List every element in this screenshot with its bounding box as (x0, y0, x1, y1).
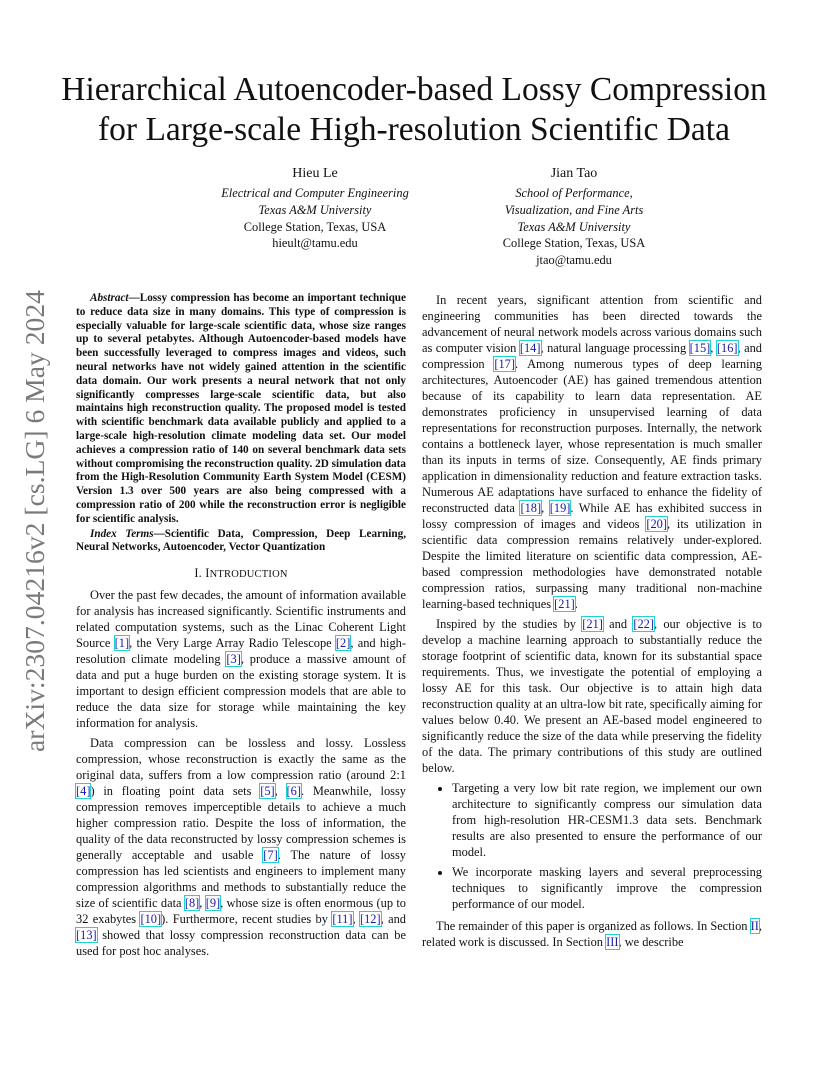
citation-link[interactable]: [3] (226, 652, 241, 667)
abstract-text: —Lossy compression has become an important technique to reduce data size in many domains. This type of compression is especially valuable for large-scale scientific data, whose size ranges up to several petabytes. Although Autoencoder-based models have been successfully leveraged to compress images and videos, such neural networks have not widely gained attention in the scientific data domain. Our work presents a neural network that not only significantly compresses large-scale scientific data, but also maintains high reconstruction quality. The proposed model is tested with scientific benchmark data available publicly and applied to a large-scale high-resolution climate modeling data set. Our model achieves a compression ratio of 140 on several benchmark data sets without compromising the reconstruction quality. 2D simulation data from the High-Resolution Community Earth System Model (CESM) Version 1.3 over 500 years are also being compressed with a compression ratio of 200 while the reconstruction error is negligible for scientific analysis. (76, 292, 406, 525)
arxiv-watermark (10, 286, 54, 756)
citation-link[interactable]: [5] (260, 784, 275, 799)
list-item: • We incorporate masking layers and several preprocessing techniques to significantly improve the compression performance of our model. (452, 864, 762, 912)
author-block-2 (424, 164, 724, 269)
citation-link[interactable]: [12] (359, 912, 381, 927)
index-terms (76, 528, 406, 556)
intro-paragraph-1: Over the past few decades, the amount of information available for analysis has increased significantly. Scientific instruments and related computation systems, such as the Linac Coherent Light Source [1], the Very Large Array Radio Telescope [2], and high-resolution climate modeling [3], produce a massive amount of data and put a huge burden on the existing storage system. It is important to design efficient compression models that are able to reduce the data size for storage while maintaining the key information for analysis. (76, 588, 407, 731)
section-link[interactable]: II (750, 919, 759, 933)
citation-link[interactable]: [22] (633, 617, 654, 631)
abstract-label: Abstract (90, 292, 129, 304)
section-link[interactable]: III (606, 935, 619, 949)
citation-link[interactable]: [4] (76, 784, 91, 799)
author-affiliation: School of Performance, (515, 186, 633, 200)
section-heading-introduction: I. INTRODUCTION (194, 566, 288, 581)
citation-link[interactable]: [9] (205, 896, 221, 911)
author-email: jtao@tamu.edu (536, 253, 612, 268)
author-affiliation: Texas A&M University (258, 202, 372, 217)
intro-paragraph-2: Data compression can be lossless and lossy. Lossless compression, whose reconstruction is exactly the same as the original data, suffers from a low compression ratio (around 2:1 [4]) in floating point data sets [5], [6]. Meanwhile, lossy compression removes imperceptible details to achieve a much higher compression ratio. Despite the loss of information, the quality of the data reconstructed by lossy compression schemes is generally acceptable and usable [7]. The nature of lossy compression has led scientists and engineers to implement many compression algorithms and methods to substantially reduce the size of scientific data [8], [9], whose size is often enormous (up to 32 exabytes [10]). Furthermore, recent studies by [11], [12], and [13] showed that lossy compression reconstruction data can be used for post hoc analyses. (76, 736, 406, 959)
citation-link[interactable]: [7] (263, 848, 278, 863)
arxiv-watermark-text: arXiv:2307.04216v2 [cs.LG] 6 May 2024 (20, 300, 50, 752)
paper-title (40, 70, 788, 150)
citation-link[interactable]: [18] (520, 501, 542, 515)
author-block-1 (170, 164, 460, 252)
citation-link[interactable]: [6] (286, 784, 301, 799)
right-paragraph-2: Inspired by the studies by [21] and [22], our objective is to develop a machine learning approach to substantially reduce the storage footprint of scientific data, known for its substantial space requirements. Thus, we investigate the potential of employing a lossy AE for this task. Our objective is to attain high data reconstruction quality at an ultra-low bit rate, specifically aiming for values below 0.40. We present an AE-based model engineered to significantly reduce the size of the data while preserving the fidelity of the data. The primary contributions of this study are outlined below. (422, 617, 762, 775)
list-item: • Targeting a very low bit rate region, we implement our own architecture to significantly compress our simulation data from high-resolution HR-CESM1.3 data sets. Benchmark results are also presented to ensure the performance of our model. (452, 780, 762, 860)
right-column (422, 292, 762, 950)
right-paragraph-3: The remainder of this paper is organized as follows. In Section II, related work is discussed. In Section III, we describe (422, 919, 762, 949)
citation-link[interactable]: [8] (184, 896, 200, 911)
author-location: College Station, Texas, USA (502, 236, 646, 251)
citation-link[interactable]: [13] (76, 928, 97, 943)
citation-link[interactable]: [10] (140, 912, 162, 927)
contributions-list (422, 780, 762, 912)
citation-link[interactable]: [15] (689, 341, 711, 355)
citation-link[interactable]: [16] (716, 341, 738, 355)
right-paragraph-1: In recent years, significant attention from scientific and engineering communities has been directed towards the advancement of neural network models across various domains such as computer vision [14], natural language processing [15], [16], and compression [17]. Among numerous types of deep learning architectures, Autoencoder (AE) has gained tremendous attention because of its capability to learn data representation. AE demonstrates proficiency in unsupervised learning of data representations for reconstruction purposes. Internally, the network contains a bottleneck layer, whose representation is much smaller than its inputs in terms of size. Consequently, AE finds primary application in dimensionality reduction and feature extraction tasks. Numerous AE adaptations have surfaced to enhance the fidelity of reconstructed data [18], [19]. While AE has exhibited success in lossy compression of images and videos [20], its utilization in scientific data compression remains relatively under-explored. Despite the limited literature on scientific data compression, AE-based compression methodologies have demonstrated notable compression ratios, surpassing many traditional non-machine learning-based techniques [21]. (422, 293, 762, 611)
author-affiliation: Electrical and Computer Engineering (221, 186, 409, 200)
citation-link[interactable]: [11] (332, 912, 353, 927)
author-affiliation: Visualization, and Fine Arts (504, 202, 644, 217)
author-name: Hieu Le (292, 166, 338, 181)
author-name: Jian Tao (550, 166, 598, 181)
abstract (76, 292, 406, 527)
citation-link[interactable]: [17] (494, 357, 515, 371)
citation-link[interactable]: [14] (519, 341, 541, 355)
index-terms-text: —Scientific Data, Compression, Deep Learning, Neural Networks, Autoencoder, Vector Quantization (76, 527, 406, 554)
left-column (76, 292, 406, 959)
title-line-1: Hierarchical Autoencoder-based Lossy Compression (61, 71, 767, 108)
author-location: College Station, Texas, USA (243, 219, 387, 234)
author-affiliation: Texas A&M University (517, 219, 631, 234)
title-line-2: for Large-scale High-resolution Scientific Data (98, 111, 730, 148)
citation-link[interactable]: [1] (114, 636, 130, 651)
citation-link[interactable]: [2] (335, 636, 351, 651)
citation-link[interactable]: [20] (646, 517, 668, 531)
citation-link[interactable]: [21] (582, 617, 603, 631)
citation-link[interactable]: [19] (549, 501, 571, 515)
author-email: hieult@tamu.edu (272, 236, 358, 251)
index-terms-label: Index Terms (90, 527, 154, 540)
citation-link[interactable]: [21] (554, 597, 575, 611)
